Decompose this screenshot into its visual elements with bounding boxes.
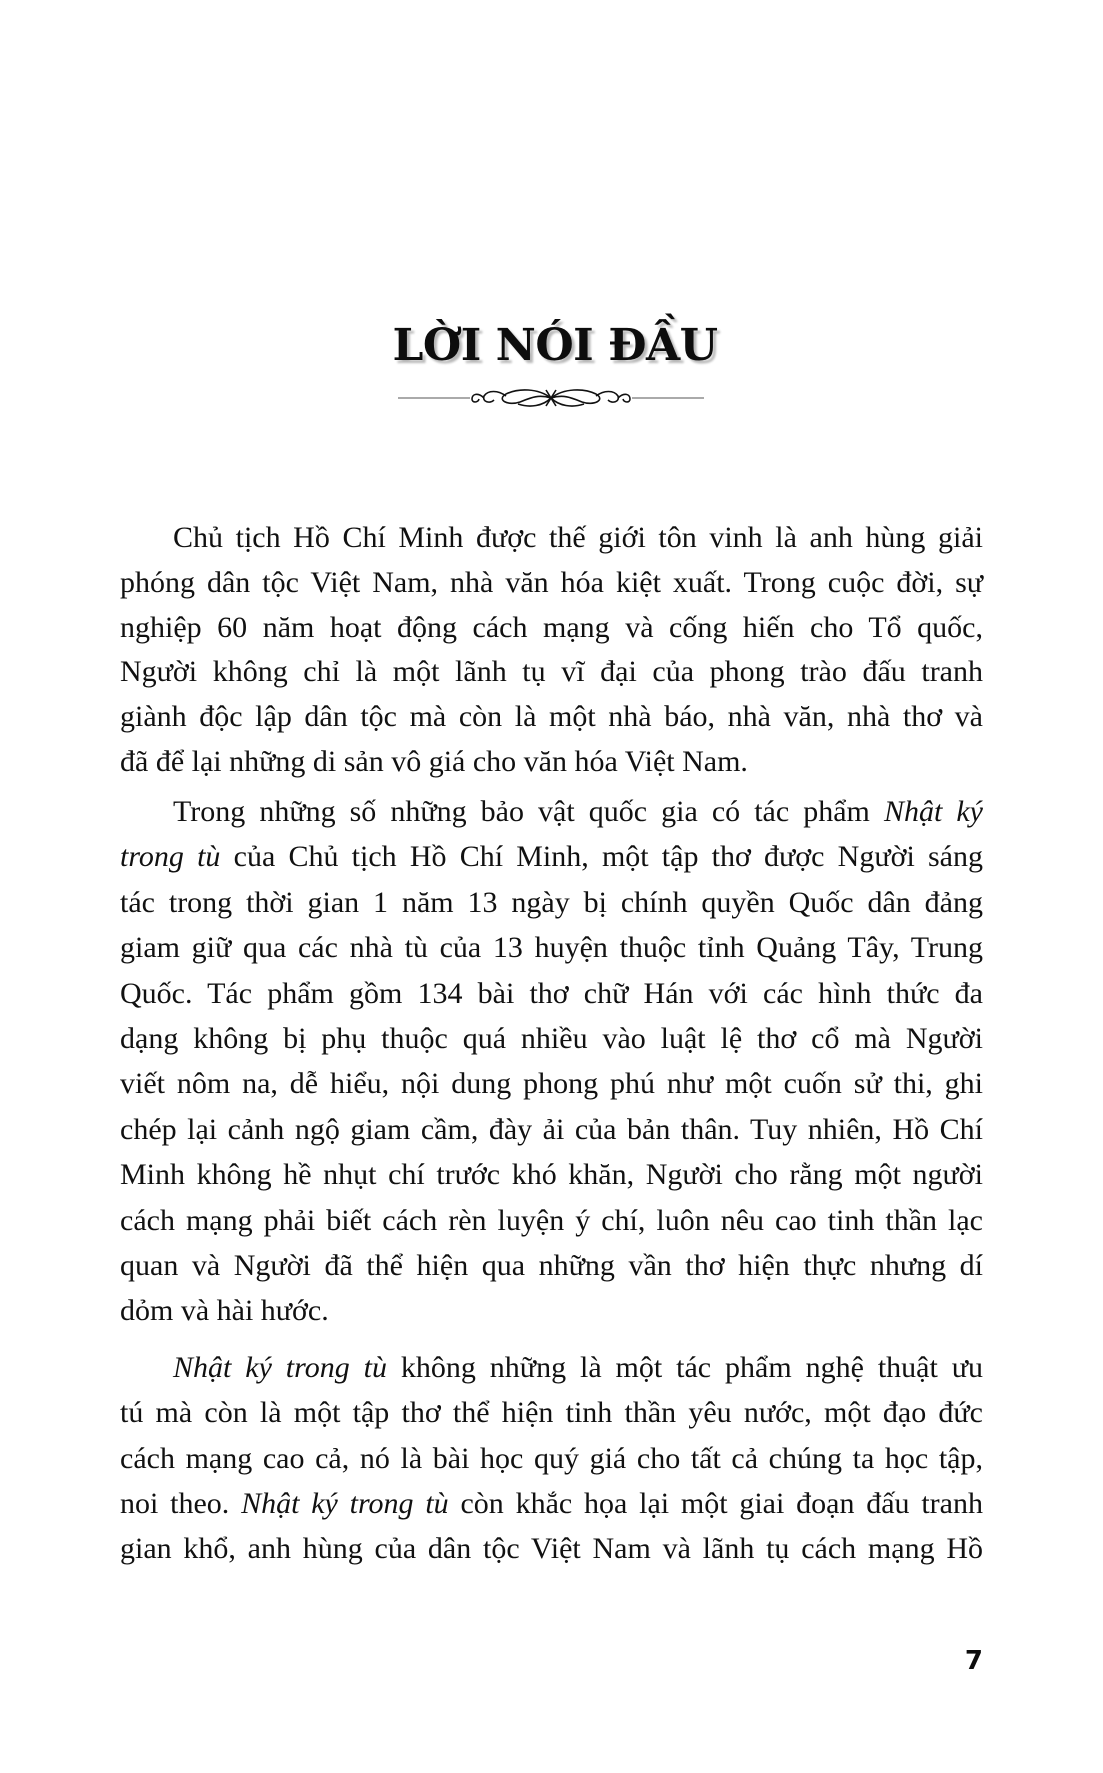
- text-line: [120, 1016, 983, 1062]
- text-run: cách mạng cao cả, nó là bài học quý giá cho tất cả chúng ta học tập,: [120, 1442, 983, 1475]
- text-run: Quốc. Tác phẩm gồm 134 bài thơ chữ Hán với các hình thức đa: [120, 977, 983, 1010]
- text-run: viết nôm na, dễ hiểu, nội dung phong phú như một cuốn sử thi, ghi: [120, 1067, 983, 1100]
- flourish-divider-icon: [398, 384, 704, 412]
- text-line: [120, 880, 983, 926]
- text-line: [120, 1481, 983, 1527]
- text-line: [120, 834, 983, 880]
- text-run: giam giữ qua các nhà tù của 13 huyện thuộc tỉnh Quảng Tây, Trung: [120, 931, 983, 964]
- text-line: [120, 515, 983, 561]
- text-run: dạng không bị phụ thuộc quá nhiều vào luật lệ thơ cổ mà Người: [120, 1022, 983, 1055]
- italic-book-title: Nhật ký trong tù: [241, 1487, 449, 1520]
- text-line: [120, 1288, 983, 1334]
- italic-book-title: Nhật ký trong tù: [173, 1351, 387, 1384]
- page-title: LỜI NÓI ĐẦU: [392, 320, 718, 371]
- text-run: không những là một tác phẩm nghệ thuật ưu: [386, 1351, 983, 1384]
- text-run: tú mà còn là một tập thơ thể hiện tinh thần yêu nước, một đạo đức: [120, 1396, 983, 1429]
- text-run: Chủ tịch Hồ Chí Minh được thế giới tôn vinh là anh hùng giải: [173, 521, 983, 554]
- text-line: [120, 1152, 983, 1198]
- italic-book-title: Nhật ký: [883, 795, 983, 828]
- text-run: Người không chỉ là một lãnh tụ vĩ đại của phong trào đấu tranh: [120, 655, 983, 688]
- text-run: chép lại cảnh ngộ giam cầm, đày ải của bản thân. Tuy nhiên, Hồ Chí: [120, 1113, 983, 1146]
- text-run: nghiệp 60 năm hoạt động cách mạng và cống hiến cho Tổ quốc,: [120, 611, 983, 644]
- text-line: [120, 1107, 983, 1153]
- text-run: quan và Người đã thể hiện qua những vần thơ hiện thực nhưng dí: [120, 1249, 983, 1282]
- text-line: [120, 1243, 983, 1289]
- text-line: [120, 649, 983, 695]
- text-line: [120, 789, 983, 835]
- text-line: [120, 1390, 983, 1436]
- text-line: [120, 1436, 983, 1482]
- text-line: [120, 1345, 983, 1391]
- text-run: cách mạng phải biết cách rèn luyện ý chí, luôn nêu cao tinh thần lạc: [120, 1204, 983, 1237]
- text-line: [120, 605, 983, 651]
- text-run: của Chủ tịch Hồ Chí Minh, một tập thơ được Người sáng: [220, 840, 983, 873]
- text-line: [120, 1061, 983, 1107]
- text-run: dỏm và hài hước.: [120, 1294, 329, 1327]
- text-line: [120, 971, 983, 1017]
- text-run: tác trong thời gian 1 năm 13 ngày bị chính quyền Quốc dân đảng: [120, 886, 983, 919]
- text-run: phóng dân tộc Việt Nam, nhà văn hóa kiệt xuất. Trong cuộc đời, sự: [120, 566, 983, 599]
- italic-book-title: trong tù: [120, 840, 221, 873]
- text-line: [120, 560, 983, 606]
- text-line: [120, 739, 983, 785]
- text-run: giành độc lập dân tộc mà còn là một nhà báo, nhà văn, nhà thơ và: [120, 700, 983, 733]
- text-run: noi theo.: [120, 1487, 242, 1520]
- text-line: [120, 1526, 983, 1572]
- page-number: 7: [964, 1646, 983, 1676]
- text-run: Trong những số những bảo vật quốc gia có tác phẩm: [173, 795, 884, 828]
- text-line: [120, 925, 983, 971]
- text-run: còn khắc họa lại một giai đoạn đấu tranh: [448, 1487, 983, 1520]
- text-run: gian khổ, anh hùng của dân tộc Việt Nam và lãnh tụ cách mạng Hồ: [120, 1532, 983, 1565]
- text-run: đã để lại những di sản vô giá cho văn hóa Việt Nam.: [120, 745, 748, 778]
- text-line: [120, 694, 983, 740]
- text-run: Minh không hề nhụt chí trước khó khăn, Người cho rằng một người: [120, 1158, 983, 1191]
- text-line: [120, 1198, 983, 1244]
